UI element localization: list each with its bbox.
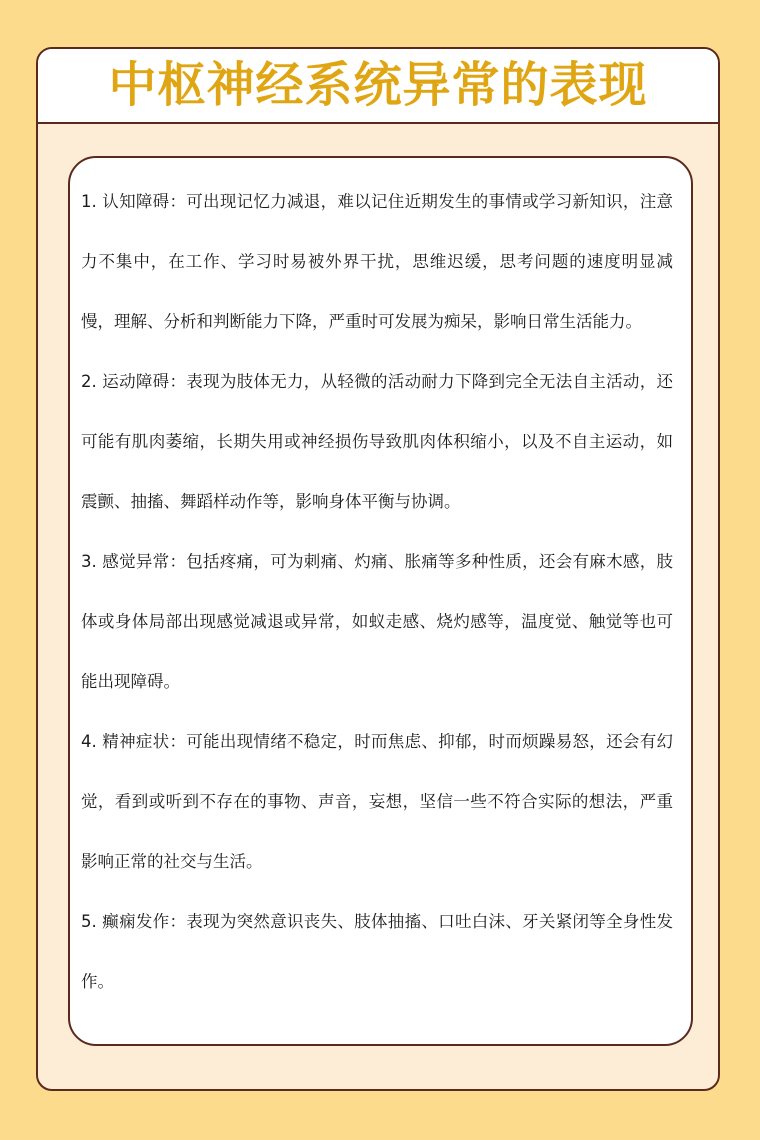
list-item-epilepsy: 5. 癫痫发作：表现为突然意识丧失、肢体抽搐、口吐白沫、牙关紧闭等全身性发作。 [81, 912, 673, 991]
list-item-cognitive: 1. 认知障碍：可出现记忆力减退，难以记住近期发生的事情或学习新知识，注意力不集中，在工作、学习时易被外界干扰，思维迟缓，思考问题的速度明显减慢，理解、分析和判断能力下降，严重时可发展为痴呆，影响日常生活能力。 [81, 192, 673, 331]
page-title: 中枢神经系统异常的表现 [108, 57, 648, 113]
list-item-motor: 2. 运动障碍：表现为肢体无力，从轻微的活动耐力下降到完全无法自主活动，还可能有肌肉萎缩，长期失用或神经损伤导致肌肉体积缩小，以及不自主运动，如震颤、抽搐、舞蹈样动作等，影响身体平衡与协调。 [81, 372, 673, 511]
list-item-sensory: 3. 感觉异常：包括疼痛，可为刺痛、灼痛、胀痛等多种性质，还会有麻木感，肢体或身体局部出现感觉减退或异常，如蚁走感、烧灼感等，温度觉、触觉等也可能出现障碍。 [81, 552, 673, 691]
card-header [38, 49, 718, 124]
list-item-psychiatric: 4. 精神症状：可能出现情绪不稳定，时而焦虑、抑郁，时而烦躁易怒，还会有幻觉，看到或听到不存在的事物、声音，妄想，坚信一些不符合实际的想法，严重影响正常的社交与生活。 [81, 732, 673, 871]
content-box [68, 156, 693, 1046]
